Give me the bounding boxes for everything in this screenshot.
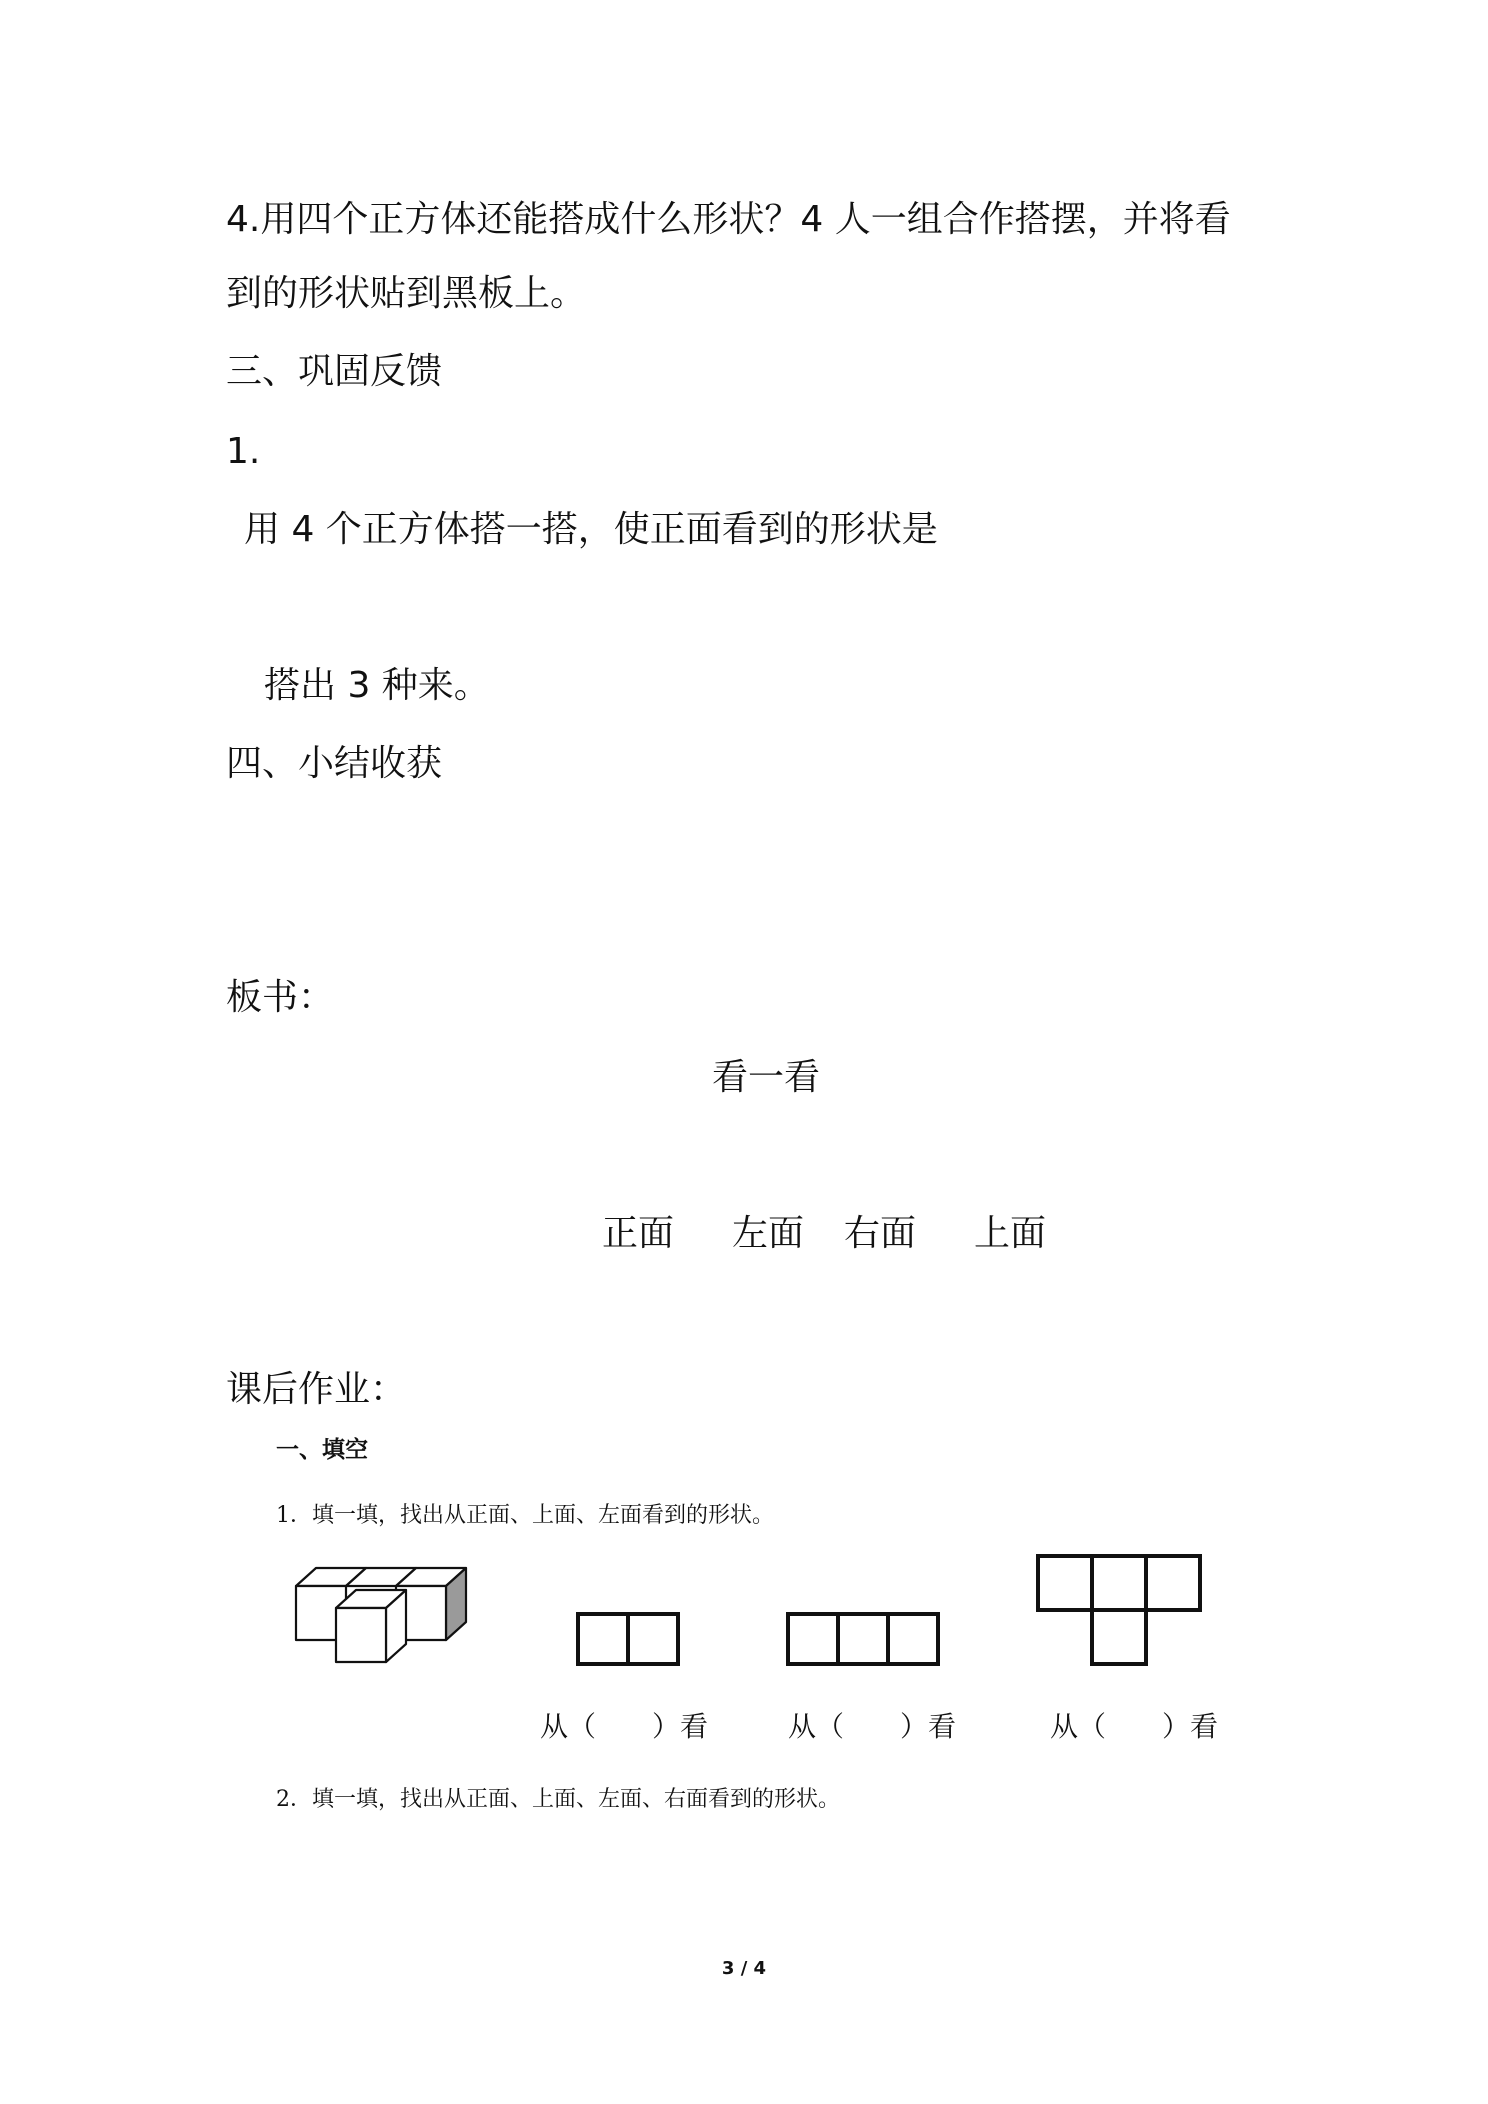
homework-q1: 1．填一填，找出从正面、上面、左面看到的形状。: [276, 1503, 774, 1528]
homework-q2: 2．填一填，找出从正面、上面、左面、右面看到的形状。: [276, 1787, 840, 1812]
board-title: 看一看: [712, 1057, 821, 1098]
item1-number: 1.: [226, 431, 261, 472]
fill-blank-heading: 一、填空: [276, 1436, 368, 1463]
item1-tail: 搭出 3 种来。: [264, 665, 490, 706]
homework-label: 课后作业：: [226, 1369, 407, 1410]
view-left: 左面: [732, 1213, 805, 1254]
board-label: 板书：: [226, 977, 335, 1018]
caption-2: 从（ ）看: [788, 1710, 957, 1743]
cube-figure: [290, 1564, 510, 1694]
caption-3: 从（ ）看: [1050, 1710, 1219, 1743]
section3-heading: 三、巩固反馈: [226, 351, 443, 392]
shape-t: [1036, 1554, 1202, 1668]
view-front: 正面: [602, 1213, 675, 1254]
caption-1: 从（ ）看: [540, 1710, 709, 1743]
view-top: 上面: [974, 1213, 1047, 1254]
section4-heading: 四、小结收获: [226, 743, 443, 784]
shape-three-squares: [786, 1612, 940, 1668]
item1-text: 用 4 个正方体搭一搭，使正面看到的形状是: [244, 509, 938, 550]
q4-line2: 到的形状贴到黑板上。: [226, 273, 587, 314]
q4-line1: 4.用四个正方体还能搭成什么形状？4 人一组合作搭摆，并将看: [226, 199, 1231, 240]
shape-two-squares: [576, 1612, 680, 1668]
page-number: 3 / 4: [721, 1958, 767, 1979]
view-right: 右面: [844, 1213, 917, 1254]
